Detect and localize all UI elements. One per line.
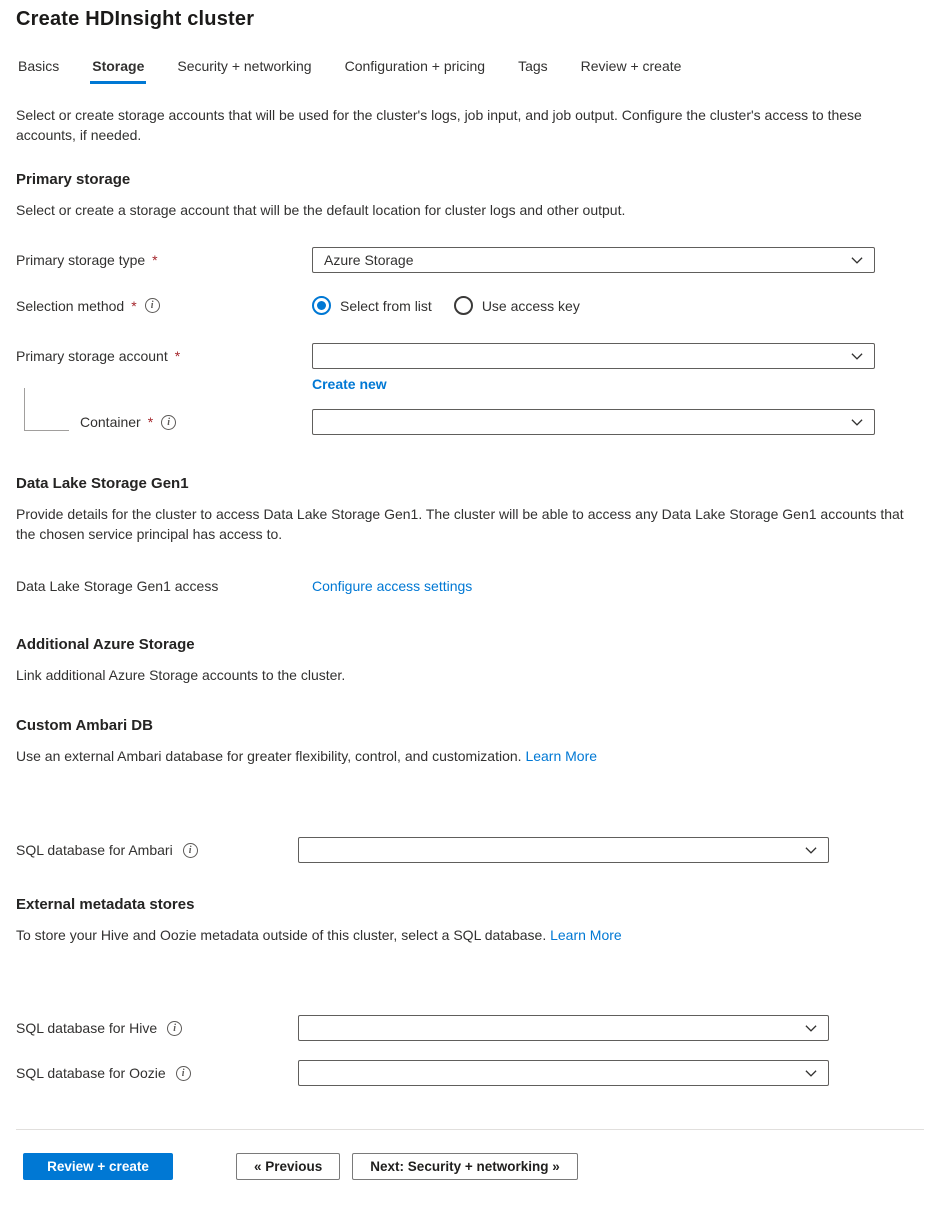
sql-ambari-label-text: SQL database for Ambari [16,842,173,858]
tree-connector-line [24,388,69,431]
info-icon[interactable]: i [167,1021,182,1036]
custom-ambari-description-text: Use an external Ambari database for greater flexibility, control, and customization. [16,748,522,764]
review-create-button[interactable]: Review + create [23,1153,173,1180]
sql-oozie-label-text: SQL database for Oozie [16,1065,166,1081]
required-marker: * [152,252,158,268]
page-intro-text: Select or create storage accounts that will be used for the cluster's logs, job input, and job output. Configure the cluster's access to these accounts, if needed. [16,107,862,143]
container-label-text: Container [80,414,141,430]
container-row [16,409,924,435]
selection-method-radio-group [312,296,580,315]
primary-storage-type-row [16,247,924,273]
external-metadata-description [16,925,924,945]
external-metadata-heading: External metadata stores [16,896,195,913]
info-icon[interactable]: i [145,298,160,313]
sql-hive-dropdown[interactable] [298,1015,829,1041]
radio-use-access-key-label: Use access key [481,297,580,314]
footer-divider [16,1129,924,1130]
additional-storage-description: Link additional Azure Storage accounts to the cluster. [16,667,346,683]
data-lake-access-label [16,578,312,594]
primary-storage-description: Select or create a storage account that will be the default location for cluster logs and other output. [16,202,626,218]
info-icon[interactable]: i [183,843,198,858]
custom-ambari-heading: Custom Ambari DB [16,717,153,734]
data-lake-description: Provide details for the cluster to access Data Lake Storage Gen1. The cluster will be able to access any Data Lake Storage Gen1 accounts that the chosen service principal has access to. [16,506,904,542]
radio-unselected-icon[interactable] [454,296,473,315]
primary-storage-type-label-text: Primary storage type [16,252,146,268]
chevron-down-icon [851,352,863,361]
sql-hive-row [16,1015,924,1041]
wizard-tabbar [16,58,924,84]
chevron-down-icon [805,1069,817,1078]
radio-select-from-list-label: Select from list [340,297,432,314]
sql-oozie-dropdown[interactable] [298,1060,829,1086]
data-lake-heading: Data Lake Storage Gen1 [16,475,189,492]
primary-storage-type-label [16,252,312,268]
chevron-down-icon [851,256,863,265]
chevron-down-icon [805,1024,817,1033]
selection-method-label [16,298,312,314]
required-marker: * [174,348,181,364]
primary-storage-account-label [16,348,312,364]
radio-select-from-list[interactable] [312,296,432,315]
tab-review-create[interactable]: Review + create [580,58,682,74]
tab-tags[interactable]: Tags [518,58,548,74]
container-dropdown[interactable] [312,409,875,435]
primary-storage-account-dropdown[interactable] [312,343,875,369]
sql-oozie-row [16,1060,924,1086]
selection-method-label-text: Selection method [16,297,125,314]
data-lake-access-row [16,578,924,594]
radio-use-access-key[interactable] [454,296,580,315]
sql-ambari-dropdown[interactable] [298,837,829,863]
sql-oozie-label [16,1065,298,1081]
data-lake-access-label-text: Data Lake Storage Gen1 access [16,578,219,594]
create-new-link[interactable]: Create new [312,376,387,392]
ambari-learn-more-link[interactable]: Learn More [525,748,598,764]
tab-storage[interactable]: Storage [90,58,146,84]
tab-basics[interactable]: Basics [18,58,60,74]
additional-storage-heading: Additional Azure Storage [16,636,195,653]
sql-hive-label-text: SQL database for Hive [16,1020,158,1036]
tab-security-networking[interactable]: Security + networking [177,58,312,74]
sql-ambari-label [16,842,298,858]
next-security-networking-button[interactable]: Next: Security + networking » [352,1153,577,1180]
info-icon[interactable]: i [176,1066,191,1081]
custom-ambari-description [16,746,924,766]
sql-ambari-row [16,837,924,863]
info-icon[interactable]: i [161,415,176,430]
primary-storage-type-dropdown[interactable] [312,247,875,273]
required-marker: * [147,414,154,430]
primary-storage-type-value: Azure Storage [324,252,414,268]
metadata-learn-more-link[interactable]: Learn More [550,927,622,943]
primary-storage-account-row [16,343,924,369]
primary-storage-account-label-text: Primary storage account [16,348,168,364]
sql-hive-label [16,1020,298,1036]
chevron-down-icon [805,846,817,855]
external-metadata-description-text: To store your Hive and Oozie metadata outside of this cluster, select a SQL database. [16,927,547,943]
page-title: Create HDInsight cluster [16,8,255,30]
chevron-down-icon [851,418,863,427]
radio-selected-icon[interactable] [312,296,331,315]
footer-actions [16,1153,924,1180]
configure-access-settings-link[interactable]: Configure access settings [312,578,473,594]
previous-button[interactable]: « Previous [236,1153,340,1180]
primary-storage-heading: Primary storage [16,171,131,188]
required-marker: * [131,297,137,314]
selection-method-row [16,296,924,315]
tab-configuration-pricing[interactable]: Configuration + pricing [344,58,486,74]
